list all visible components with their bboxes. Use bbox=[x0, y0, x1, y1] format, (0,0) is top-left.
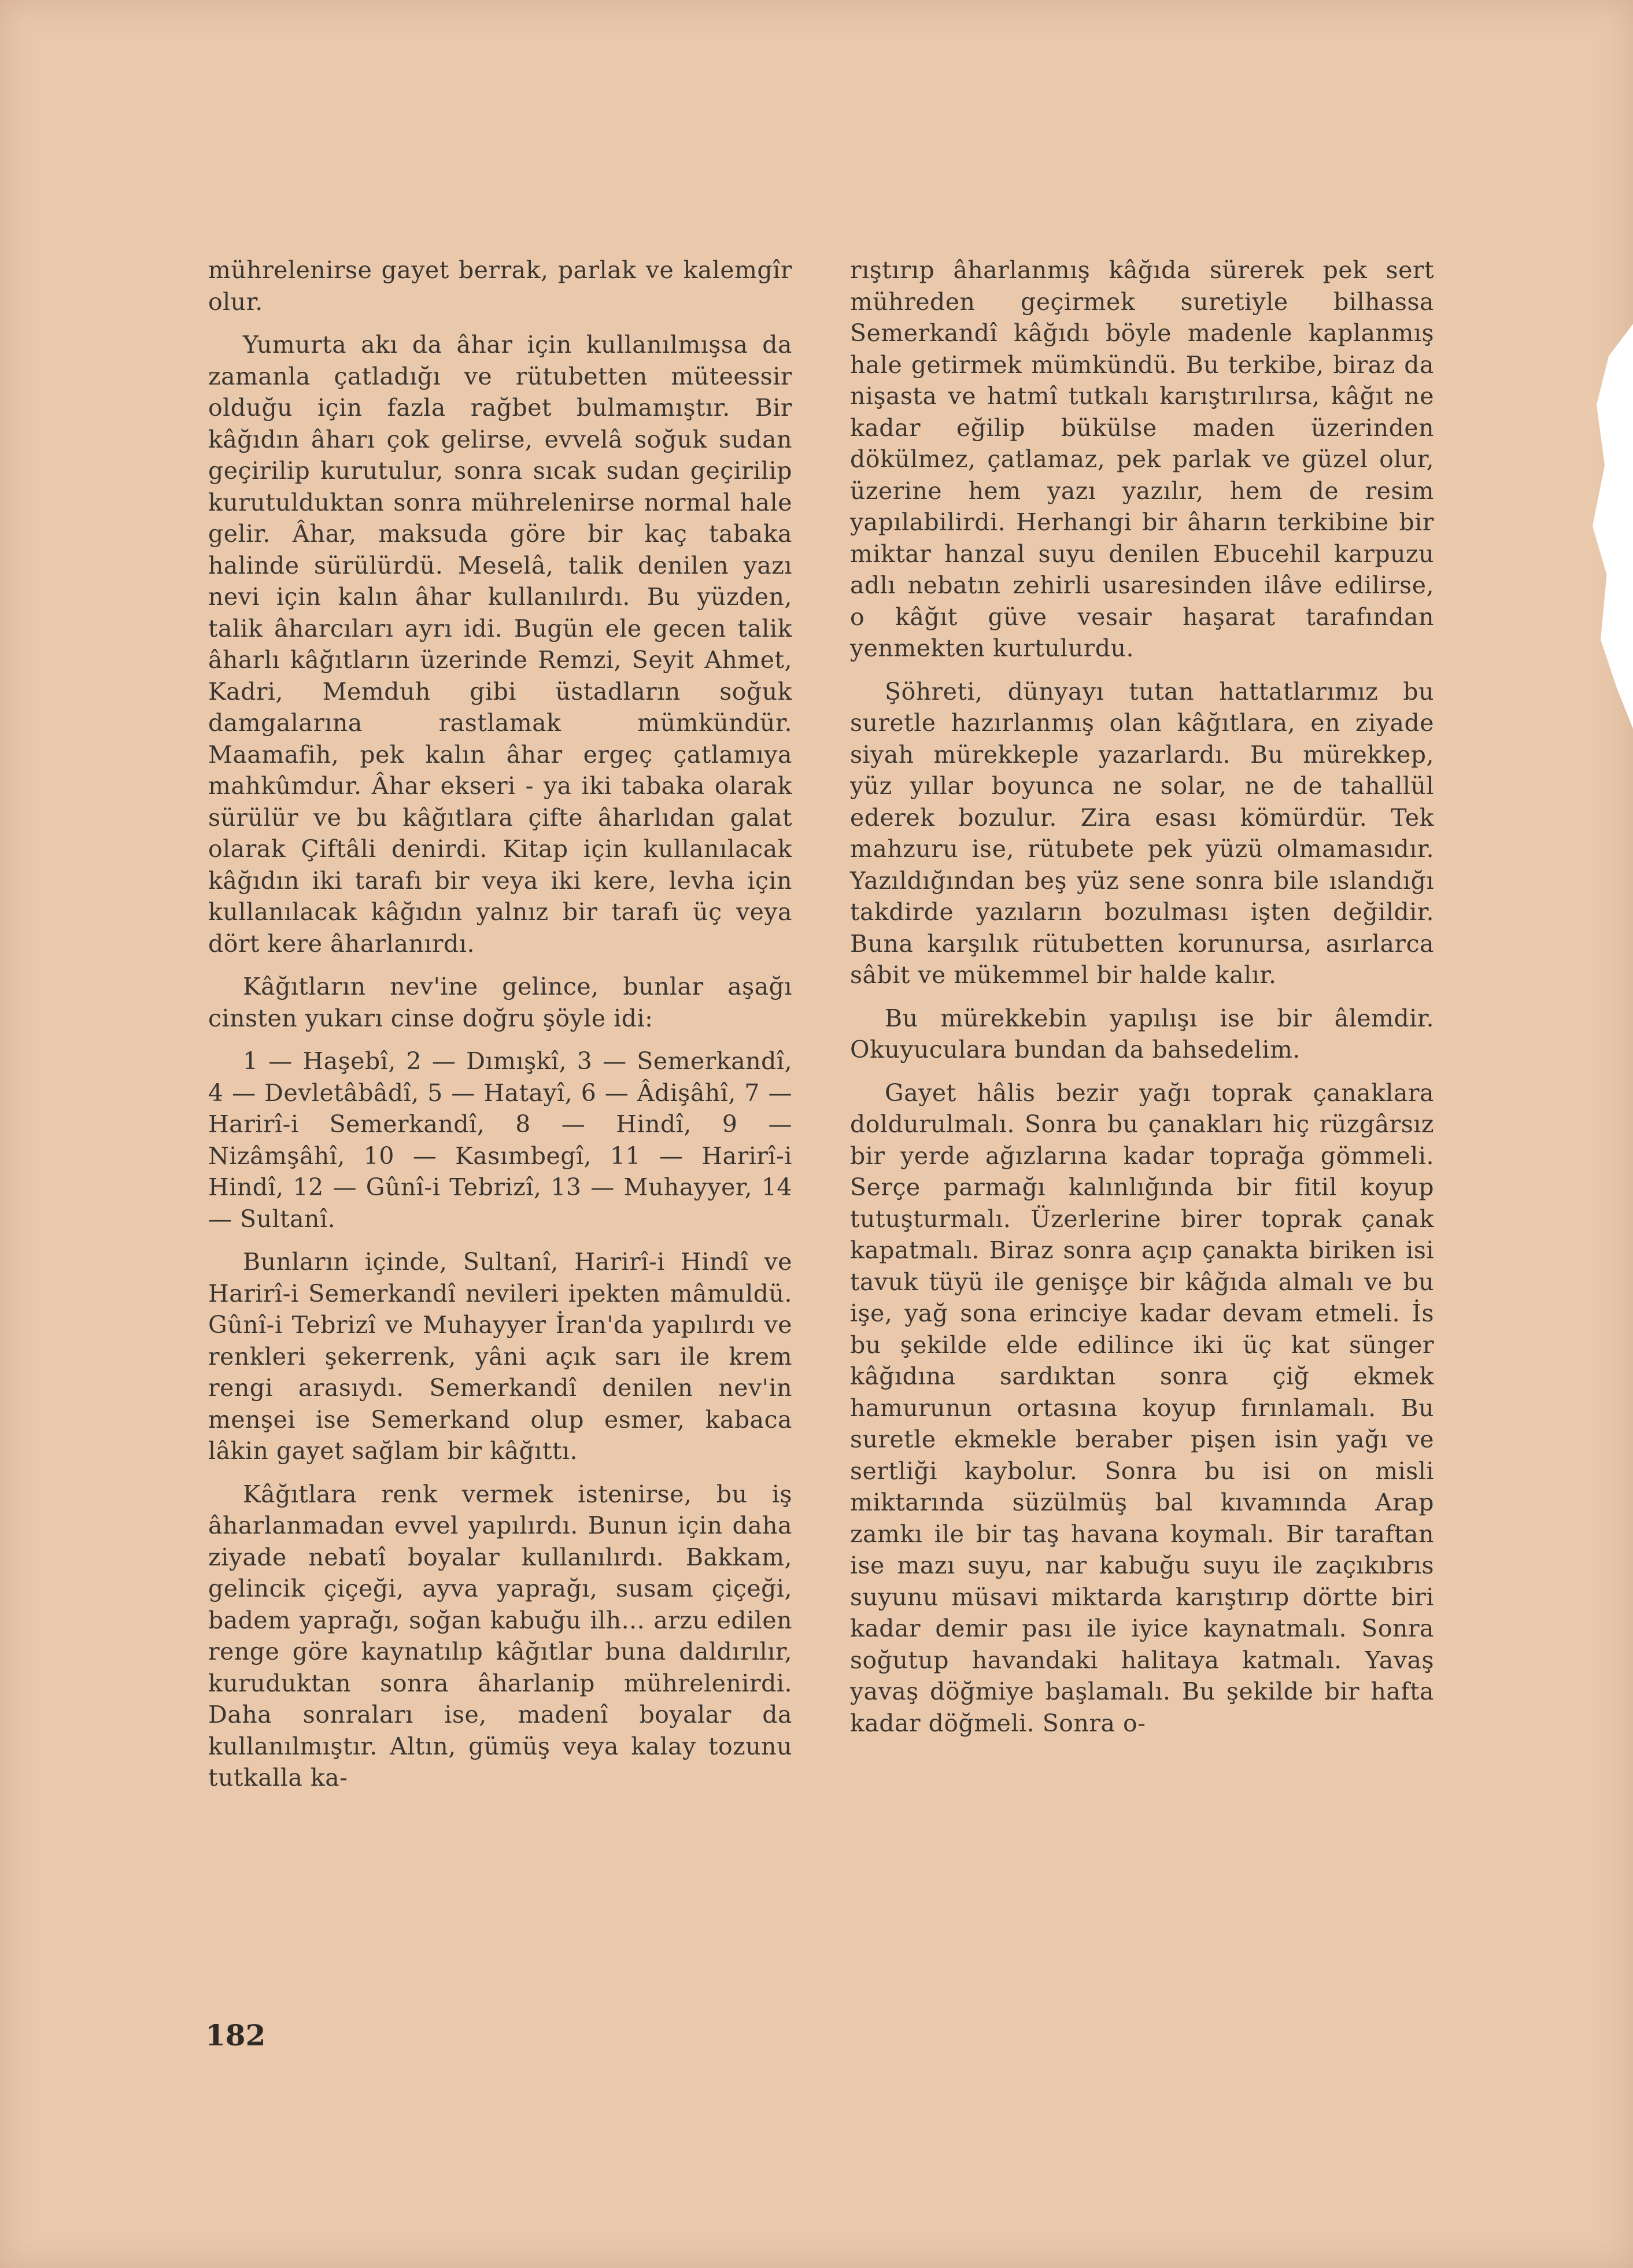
paragraph: Yumurta akı da âhar için kullanılmışsa da zamanla çatladığı ve rütubetten müteessir olduğu için fazla rağbet bulmamıştır. Bir kâğıdın âharı çok gelirse, evvelâ soğuk sudan geçirilip kurutulur, sonra sıcak sudan geçirilip kurutulduktan sonra mührelenirse normal hale gelir. Âhar, maksuda göre bir kaç tabaka halinde sürülürdü. Meselâ, talik denilen yazı nevi için kalın âhar kullanılırdı. Bu yüzden, talik âharcıları ayrı idi. Bugün ele gecen talik âharlı kâğıtların üzerinde Remzi, Seyit Ahmet, Kadri, Memduh gibi üstadların soğuk damgalarına rastlamak mümkündür. Maamafih, pek kalın âhar ergeç çatlamıya mahkûmdur. Âhar ekseri - ya iki tabaka olarak sürülür ve bu kâğıtlara çifte âharlıdan galat olarak Çiftâli denirdi. Kitap için kullanılacak kâğıdın iki tarafı bir veya iki kere, levha için kullanılacak kâğıdın yalnız bir tarafı üç veya dört kere âharlanırdı. bbox=[208, 331, 792, 958]
paragraph: Bunların içinde, Sultanî, Harirî-i Hindî ve Harirî-i Semerkandî nevileri ipekten mâmuldü. Gûnî-i Tebrizî ve Muhayyer İran'da yapılırdı ve renkleri şekerrenk, yâni açık sarı ile krem rengi arasıydı. Semerkandî denilen nev'in menşei ise Semerkand olup esmer, kabaca lâkin gayet sağlam bir kâğıttı. bbox=[208, 1248, 792, 1465]
paragraph: 1 — Haşebî, 2 — Dımışkî, 3 — Semerkandî, 4 — Devletâbâdî, 5 — Hatayî, 6 — Âdişâhî, 7 — Harirî-i Semerkandî, 8 — Hindî, 9 — Nizâmşâhî, 10 — Kasımbegî, 11 — Harirî-i Hindî, 12 — Gûnî-i Tebrizî, 13 — Muhayyer, 14 — Sultanî. bbox=[208, 1047, 792, 1233]
paragraph: Bu mürekkebin yapılışı ise bir âlemdir. Okuyuculara bundan da bahsedelim. bbox=[850, 1004, 1434, 1063]
paragraph: mührelenirse gayet berrak, parlak ve kalemgîr olur. bbox=[208, 256, 792, 316]
paragraph: Kâğıtlara renk vermek istenirse, bu iş âharlanmadan evvel yapılırdı. Bunun için daha ziyade nebatî boyalar kullanılırdı. Bakkam, gelincik çiçeği, ayva yaprağı, susam çiçeği, badem yaprağı, soğan kabuğu ilh... arzu edilen renge göre kaynatılıp kâğıtlar buna daldırılır, kuruduktan sonra âharlanip mührelenirdi. Daha sonraları ise, madenî boyalar da kullanılmıştır. Altın, gümüş veya kalay tozunu tutkalla ka- bbox=[208, 1480, 792, 1792]
page-number: 182 bbox=[205, 2018, 266, 2052]
paragraph: Kâğıtların nev'ine gelince, bunlar aşağı cinsten yukarı cinse doğru şöyle idi: bbox=[208, 973, 792, 1032]
right-text-column bbox=[850, 254, 1434, 1750]
paragraph: Gayet hâlis bezir yağı toprak çanaklara doldurulmalı. Sonra bu çanakları hiç rüzgârsız bir yerde ağızlarına kadar toprağa gömmeli. Serçe parmağı kalınlığında bir fitil koyup tutuşturmalı. Üzerlerine birer toprak çanak kapatmalı. Biraz sonra açıp çanakta biriken isi tavuk tüyü ile genişçe bir kâğıda almalı ve bu işe, yağ sona erinciye kadar devam etmeli. İs bu şekilde elde edilince iki üç kat sünger kâğıdına sardıktan sonra çiğ ekmek hamurunun ortasına koyup fırınlamalı. Bu suretle ekmekle beraber pişen isin yağı ve sertliği kaybolur. Sonra bu isi on misli miktarında süzülmüş bal kıvamında Arap zamkı ile bir taş havana koymalı. Bir taraftan ise mazı suyu, nar kabuğu suyu ile zaçıkıbrıs suyunu müsavi miktarda karıştırıp dörtte biri kadar demir pası ile iyice kaynatmalı. Sonra soğutup havandaki halitaya katmalı. Yavaş yavaş döğmiye başlamalı. Bu şekilde bir hafta kadar döğmeli. Sonra o- bbox=[850, 1078, 1434, 1737]
left-text-column bbox=[208, 254, 792, 1805]
paragraph: rıştırıp âharlanmış kâğıda sürerek pek sert mühreden geçirmek suretiyle bilhassa Semerkandî kâğıdı böyle madenle kaplanmış hale getirmek mümkündü. Bu terkibe, biraz da nişasta ve hatmî tutkalı karıştırılırsa, kâğıt ne kadar eğilip bükülse maden üzerinden dökülmez, çatlamaz, pek parlak ve güzel olur, üzerine hem yazı yazılır, hem de resim yapılabilirdi. Herhangi bir âharın terkibine bir miktar hanzal suyu denilen Ebucehil karpuzu adlı nebatın zehirli usaresinden ilâve edilirse, o kâğıt güve vesair haşarat tarafından yenmekten kurtulurdu. bbox=[850, 256, 1434, 662]
torn-edge bbox=[1593, 324, 1633, 729]
paragraph: Şöhreti, dünyayı tutan hattatlarımız bu suretle hazırlanmış olan kâğıtlara, en ziyade siyah mürekkeple yazarlardı. Bu mürekkep, yüz yıllar boyunca ne solar, ne de tahallül ederek bozulur. Zira esası kömürdür. Tek mahzuru ise, rütubete pek yüzü olmamasıdır. Yazıldığından beş yüz sene sonra bile ıslandığı takdirde yazıların bozulması işten değildir. Buna karşılık rütubetten korunursa, asırlarca sâbit ve mükemmel bir halde kalır. bbox=[850, 677, 1434, 989]
